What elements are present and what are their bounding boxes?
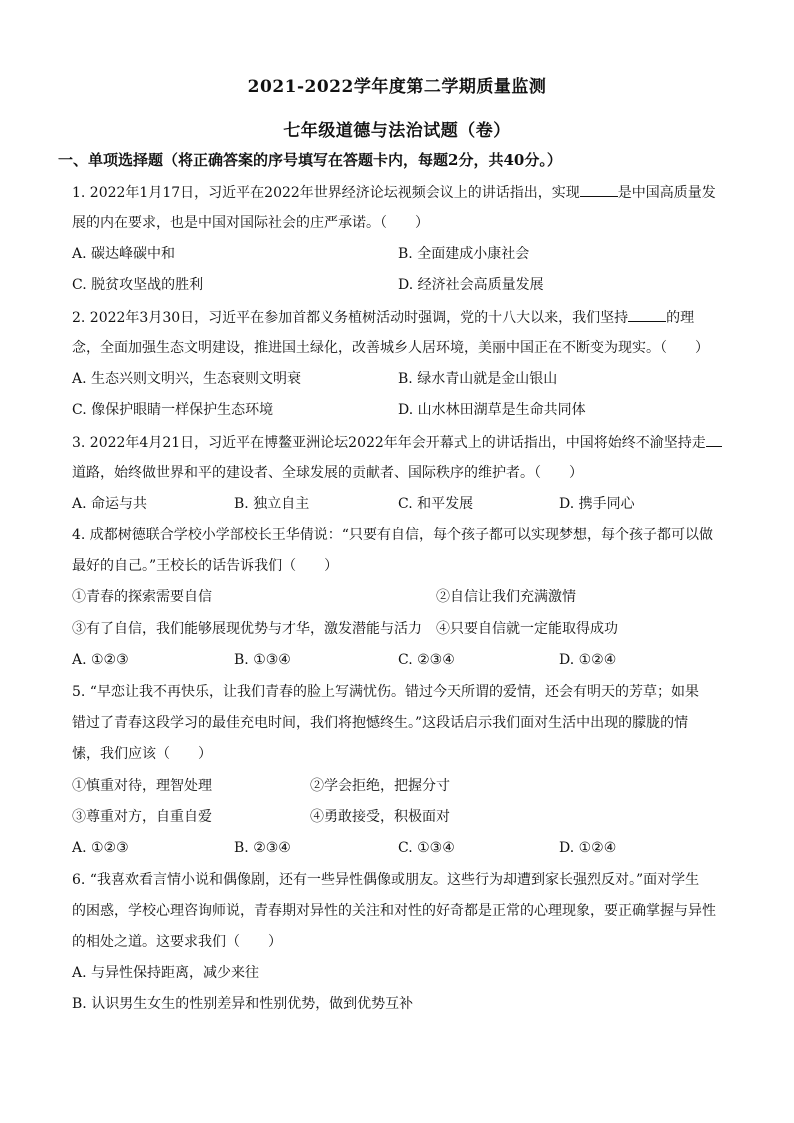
q5-item-2: ②学会拒绝，把握分寸 (310, 778, 450, 794)
question-2-line-1: 2. 2022年3月30日，习近平在参加首都义务植树活动时强调，党的十八大以来，我们坚持 的理 (72, 307, 694, 328)
q4-option-d: D. ①②④ (559, 652, 617, 668)
q4-option-b: B. ①③④ (234, 652, 291, 668)
q4-item-2: ②自信让我们充满激情 (436, 589, 576, 605)
question-5-line-2: 错过了青春这段学习的最佳充电时间，我们将抱憾终生。”这段话启示我们面对生活中出现的朦胧的情 (72, 715, 689, 731)
q6-option-b: B. 认识男生女生的性别差异和性别优势，做到优势互补 (72, 996, 414, 1012)
q6-option-a: A. 与异性保持距离，减少来往 (72, 965, 260, 981)
q4-item-3: ③有了自信，我们能够展现优势与才华，激发潜能与活力 (72, 621, 422, 637)
question-3-line-1: 3. 2022年4月21日，习近平在博鳌亚洲论坛2022年年会开幕式上的讲话指出，中国将始终不渝坚持走 (72, 432, 722, 453)
q2-option-b: B. 绿水青山就是金山银山 (398, 371, 558, 387)
q4-item-4: ④只要自信就一定能取得成功 (436, 621, 618, 637)
q2-option-c: C. 像保护眼睛一样保护生态环境 (72, 402, 274, 418)
exam-subtitle: 七年级道德与法治试题（卷） (283, 121, 511, 141)
section-heading: 一、单项选择题（将正确答案的序号填写在答题卡内，每题2分，共40分。） (58, 151, 562, 169)
question-2-line-2: 念，全面加强生态文明建设，推进国土绿化，改善城乡人居环境，美丽中国正在不断变为现实。（ ） (72, 340, 709, 356)
q1-option-b: B. 全面建成小康社会 (398, 246, 530, 262)
exam-title: 2021-2022学年度第二学期质量监测 (247, 77, 547, 97)
q5-option-b: B. ②③④ (234, 840, 291, 856)
question-4-line-2: 最好的自己。”王校长的话告诉我们（ ） (72, 558, 339, 574)
q5-option-c: C. ①③④ (398, 840, 455, 856)
answer-blank (706, 432, 722, 447)
q5-item-3: ③尊重对方，自重自爱 (72, 809, 212, 825)
q3-option-c: C. 和平发展 (398, 496, 474, 512)
q3-option-a: A. 命运与共 (72, 496, 148, 512)
q3-option-d: D. 携手同心 (559, 496, 635, 512)
question-3-line-2: 道路，始终做世界和平的建设者、全球发展的贡献者、国际秩序的维护者。（ ） (72, 465, 583, 481)
question-5-line-1: 5. “早恋让我不再快乐，让我们青春的脸上写满忧伤。错过今天所谓的爱情，还会有明天的芳草；如果 (72, 684, 699, 700)
answer-blank (580, 182, 618, 197)
q5-item-4: ④勇敢接受，积极面对 (310, 809, 450, 825)
q1-option-d: D. 经济社会高质量发展 (398, 277, 544, 293)
question-4-line-1: 4. 成都树德联合学校小学部校长王华倩说：“只要有自信，每个孩子都可以实现梦想，每个孩子都可以做 (72, 527, 713, 543)
q1-option-c: C. 脱贫攻坚战的胜利 (72, 277, 204, 293)
question-6-line-2: 的困惑，学校心理咨询师说，青春期对异性的关注和对性的好奇都是正常的心理现象，要正确掌握与异性 (72, 903, 716, 919)
q1-option-a: A. 碳达峰碳中和 (72, 246, 176, 262)
question-6-line-1: 6. “我喜欢看言情小说和偶像剧，还有一些异性偶像或朋友。这些行为却遭到家长强烈反对。”面对学生 (72, 872, 700, 888)
q2-option-a: A. 生态兴则文明兴，生态衰则文明衰 (72, 371, 302, 387)
q3-option-b: B. 独立自主 (234, 496, 310, 512)
q5-option-a: A. ①②③ (72, 840, 129, 856)
q5-option-d: D. ①②④ (559, 840, 617, 856)
q4-option-c: C. ②③④ (398, 652, 455, 668)
question-5-line-3: 愫，我们应该（ ） (72, 746, 212, 762)
q4-item-1: ①青春的探索需要自信 (72, 589, 212, 605)
question-1-line-1: 1. 2022年1月17日，习近平在2022年世界经济论坛视频会议上的讲话指出，实现 是中国高质量发 (72, 182, 716, 203)
q2-option-d: D. 山水林田湖草是生命共同体 (398, 402, 586, 418)
question-6-line-3: 的相处之道。这要求我们（ ） (72, 934, 282, 950)
question-1-line-2: 展的内在要求，也是中国对国际社会的庄严承诺。（ ） (72, 215, 429, 231)
q5-item-1: ①慎重对待，理智处理 (72, 778, 212, 794)
answer-blank (628, 307, 666, 322)
q4-option-a: A. ①②③ (72, 652, 129, 668)
